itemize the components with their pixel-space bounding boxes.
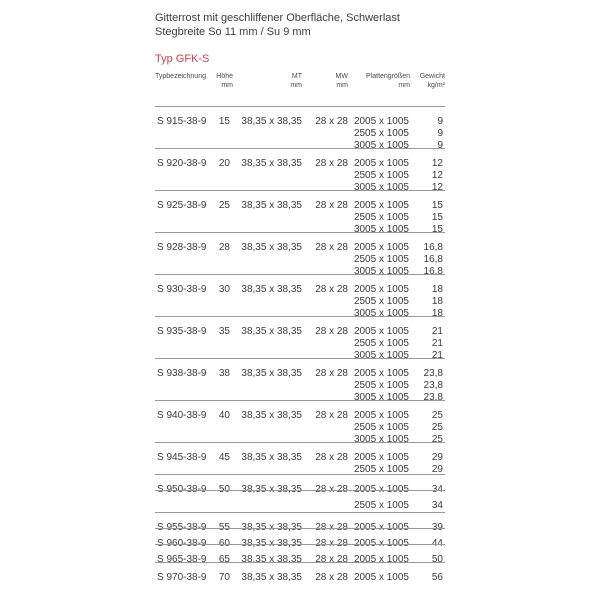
mw-value: 28 x 28	[315, 326, 348, 337]
mw-value: 28 x 28	[315, 452, 348, 463]
plate-size-value: 2005 x 1005	[353, 284, 409, 295]
plate-size-value: 2005 x 1005	[353, 410, 409, 421]
type-designation: S 915-38-9	[157, 116, 207, 127]
mt-value: 38,35 x 38,35	[241, 284, 302, 295]
plate-size-value: 2505 x 1005	[353, 380, 409, 391]
type-designation: S 930-38-9	[157, 284, 207, 295]
weight-value: 29	[431, 464, 443, 475]
plate-size-value: 2005 x 1005	[353, 522, 409, 533]
group-divider	[155, 442, 445, 443]
mw-value: 28 x 28	[315, 200, 348, 211]
group-divider	[155, 316, 445, 317]
weight-value: 44	[431, 538, 443, 549]
type-designation: S 960-38-9	[157, 538, 207, 549]
weight-value: 18	[431, 284, 443, 295]
weight-value: 25	[431, 434, 443, 445]
plate-size-value: 2005 x 1005	[353, 452, 409, 463]
weight-value: 15	[431, 200, 443, 211]
weight-value: 15	[431, 224, 443, 235]
mw-value: 28 x 28	[315, 554, 348, 565]
height-value: 25	[218, 200, 230, 211]
weight-value: 39	[431, 522, 443, 533]
weight-value: 9	[437, 116, 443, 127]
weight-value: 9	[437, 140, 443, 151]
page-title: Gitterrost mit geschliffener Oberfläche, Schwerlast	[155, 12, 400, 24]
height-value: 38	[218, 368, 230, 379]
weight-value: 15	[431, 212, 443, 223]
weight-value: 23,8	[423, 380, 443, 391]
plate-size-value: 3005 x 1005	[353, 350, 409, 361]
type-designation: S 928-38-9	[157, 242, 207, 253]
weight-value: 56	[431, 572, 443, 583]
height-value: 30	[218, 284, 230, 295]
mt-value: 38,35 x 38,35	[241, 200, 302, 211]
plate-size-value: 3005 x 1005	[353, 308, 409, 319]
plate-size-value: 3005 x 1005	[353, 434, 409, 445]
plate-size-value: 2505 x 1005	[353, 422, 409, 433]
height-value: 45	[218, 452, 230, 463]
weight-value: 23,8	[423, 392, 443, 403]
group-divider	[155, 190, 445, 191]
plate-size-value: 2505 x 1005	[353, 464, 409, 475]
type-designation: S 945-38-9	[157, 452, 207, 463]
group-divider	[155, 512, 445, 513]
plate-size-value: 2005 x 1005	[353, 538, 409, 549]
plate-size-value: 3005 x 1005	[353, 140, 409, 151]
group-divider	[155, 562, 445, 563]
group-divider	[155, 106, 445, 107]
weight-value: 21	[431, 326, 443, 337]
weight-value: 12	[431, 182, 443, 193]
plate-size-value: 2005 x 1005	[353, 116, 409, 127]
mt-value: 38,35 x 38,35	[241, 484, 302, 495]
header-hoehe: Höhe mm	[216, 73, 233, 89]
weight-value: 34	[431, 484, 443, 495]
weight-value: 34	[431, 500, 443, 511]
header-mw: MW mm	[335, 73, 348, 89]
plate-size-value: 3005 x 1005	[353, 392, 409, 403]
plate-size-value: 2005 x 1005	[353, 242, 409, 253]
height-value: 55	[218, 522, 230, 533]
weight-value: 12	[431, 158, 443, 169]
plate-size-value: 3005 x 1005	[353, 266, 409, 277]
weight-value: 18	[431, 296, 443, 307]
plate-size-value: 2505 x 1005	[353, 128, 409, 139]
weight-value: 29	[431, 452, 443, 463]
group-divider	[155, 528, 445, 529]
mt-value: 38,35 x 38,35	[241, 368, 302, 379]
type-designation: S 965-38-9	[157, 554, 207, 565]
group-divider	[155, 274, 445, 275]
mw-value: 28 x 28	[315, 284, 348, 295]
group-divider	[155, 232, 445, 233]
height-value: 35	[218, 326, 230, 337]
mw-value: 28 x 28	[315, 538, 348, 549]
plate-size-value: 2005 x 1005	[353, 484, 409, 495]
weight-value: 16,8	[423, 242, 443, 253]
mt-value: 38,35 x 38,35	[241, 410, 302, 421]
mt-value: 38,35 x 38,35	[241, 116, 302, 127]
mt-value: 38,35 x 38,35	[241, 452, 302, 463]
mw-value: 28 x 28	[315, 368, 348, 379]
plate-size-value: 2505 x 1005	[353, 296, 409, 307]
weight-value: 23,8	[423, 368, 443, 379]
type-designation: S 935-38-9	[157, 326, 207, 337]
mw-value: 28 x 28	[315, 158, 348, 169]
mw-value: 28 x 28	[315, 484, 348, 495]
mt-value: 38,35 x 38,35	[241, 158, 302, 169]
plate-size-value: 3005 x 1005	[353, 182, 409, 193]
plate-size-value: 2005 x 1005	[353, 368, 409, 379]
plate-size-value: 3005 x 1005	[353, 224, 409, 235]
plate-size-value: 2505 x 1005	[353, 170, 409, 181]
group-divider	[155, 148, 445, 149]
type-label: Typ GFK-S	[155, 53, 210, 65]
height-value: 20	[218, 158, 230, 169]
group-divider	[155, 474, 445, 475]
weight-value: 18	[431, 308, 443, 319]
height-value: 50	[218, 484, 230, 495]
type-designation: S 925-38-9	[157, 200, 207, 211]
plate-size-value: 2505 x 1005	[353, 338, 409, 349]
mw-value: 28 x 28	[315, 410, 348, 421]
header-mt: MT mm	[290, 73, 302, 89]
mt-value: 38,35 x 38,35	[241, 242, 302, 253]
group-divider	[155, 400, 445, 401]
weight-value: 9	[437, 128, 443, 139]
mt-value: 38,35 x 38,35	[241, 554, 302, 565]
height-value: 15	[218, 116, 230, 127]
height-value: 28	[218, 242, 230, 253]
header-typ: Typbezeichnung	[155, 73, 206, 80]
plate-size-value: 2005 x 1005	[353, 554, 409, 565]
plate-size-value: 2505 x 1005	[353, 254, 409, 265]
mt-value: 38,35 x 38,35	[241, 326, 302, 337]
plate-size-value: 2005 x 1005	[353, 572, 409, 583]
page-subtitle: Stegbreite So 11 mm / Su 9 mm	[155, 26, 311, 38]
height-value: 70	[218, 572, 230, 583]
weight-value: 25	[431, 410, 443, 421]
mw-value: 28 x 28	[315, 522, 348, 533]
group-divider	[155, 490, 445, 491]
height-value: 40	[218, 410, 230, 421]
group-divider	[155, 544, 445, 545]
mw-value: 28 x 28	[315, 242, 348, 253]
plate-size-value: 2505 x 1005	[353, 500, 409, 511]
weight-value: 21	[431, 338, 443, 349]
header-plattengroessen: Plattengrößen mm	[366, 73, 410, 89]
group-divider	[155, 358, 445, 359]
type-designation: S 938-38-9	[157, 368, 207, 379]
plate-size-value: 2005 x 1005	[353, 200, 409, 211]
height-value: 60	[218, 538, 230, 549]
weight-value: 50	[431, 554, 443, 565]
plate-size-value: 2505 x 1005	[353, 212, 409, 223]
height-value: 65	[218, 554, 230, 565]
weight-value: 16,8	[423, 254, 443, 265]
plate-size-value: 2005 x 1005	[353, 326, 409, 337]
mt-value: 38,35 x 38,35	[241, 572, 302, 583]
weight-value: 21	[431, 350, 443, 361]
weight-value: 16,8	[423, 266, 443, 277]
plate-size-value: 2005 x 1005	[353, 158, 409, 169]
type-designation: S 940-38-9	[157, 410, 207, 421]
header-gewicht: Gewicht kg/m²	[419, 73, 445, 89]
mw-value: 28 x 28	[315, 572, 348, 583]
mt-value: 38,35 x 38,35	[241, 538, 302, 549]
type-designation: S 970-38-9	[157, 572, 207, 583]
weight-value: 12	[431, 170, 443, 181]
mw-value: 28 x 28	[315, 116, 348, 127]
type-designation: S 950-38-9	[157, 484, 207, 495]
mt-value: 38,35 x 38,35	[241, 522, 302, 533]
type-designation: S 920-38-9	[157, 158, 207, 169]
type-designation: S 955-38-9	[157, 522, 207, 533]
weight-value: 25	[431, 422, 443, 433]
